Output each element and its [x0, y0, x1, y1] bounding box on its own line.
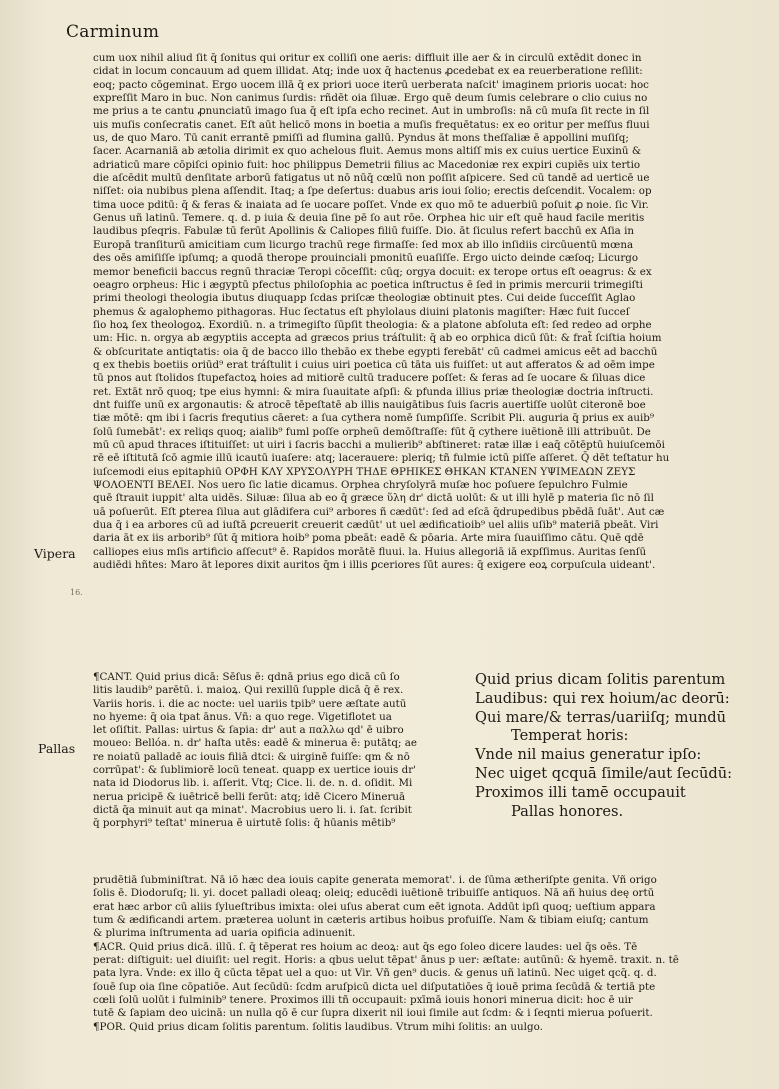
verse-line: Vnde nil maius generatur ipſo: [475, 746, 702, 764]
commentary-line: ſio hoꝝ ſex theologoꝝ. Exordiū. n. a trimegiſto ſūpſit theologia: & a platone abſoluta eſt: ſed redeo ad orphe [93, 318, 652, 331]
commentary-line: um: Hic. n. orgya ab ægyptiis accepta ad græcos prius tráſtulit: q̄ ab eo orphica dicū ſūt: & frat̃ ſciſtia hoium [93, 332, 662, 345]
commentary-line: cœli ſolū uolūt i fulminib⁹ tenere. Proximos illi tñ occupauit: pxīmā iouis honori minerua dicit: hoc ē uir [93, 994, 633, 1007]
lemma-line: re noiatū palladē ac iouis filiā dtci: & uirginē fuiſſe: qm & nō [93, 750, 410, 763]
commentary-line: us, de quo Maro. Tū canit errantē pmiſſi ad flumina gallū. Pyndus āt mons theſſaliæ ē appollini muſiſq; [93, 132, 629, 145]
commentary-line: expreſſit Maro in buc. Non canimus ſurdis: rñdēt oia ſiluæ. Ergo quē deum ſumis celebrare o clio cuius no [93, 92, 648, 105]
lemma-line: no hyeme: q̄ oia tpat ānus. Vñ: a quo rege. Vigetiflotet ua [93, 710, 392, 723]
verse-line: Laudibus: qui rex hoium/ac deorū: [475, 689, 730, 707]
commentary-line: pata lyra. Vnde: ex illo q̄ cūcta tēpat uel a quo: ut Vir. Vñ gen⁹ ducis. & genus uñ latinū. Nec uiget qcq̄. q. d. [93, 967, 657, 980]
commentary-line: iuſcemodi eius epitaphiū ΟΡΦΗ ΚΛΥ ΧΡΥΣΟΛΥΡΗ ΤΗΔΕ ΘΡΗΙΚΕΣ ΘΗΚΑΝ ΚΤΑΝΕΝ ΥΨΙΜΕΔΩΝ ΖΕΥΣ [93, 465, 636, 478]
commentary-line: & obſcuritate antiqtatis: oia q̄ de bacco illo thebāo ex thebe egypti ferebāt' cū cadmei amicus eēt ad bacchū [93, 345, 658, 358]
commentary-line: ſouē ſup oia ſine cōpatiōe. Aut ſecūdū: ſcdm aruſpicū dicta uel diſputatiōes q̄ iouē prima ſecūdā & tertiā pte [93, 980, 656, 993]
commentary-line: primi theologi theologia ibutus diuquapp ſcdas priſcæ theologiæ obtinuit ptes. Cui deide ſucceſſit Aglao [93, 292, 636, 305]
commentary-line: quē ſtrauit iuppit' alta uidēs. Siluæ: ſilua ab eo q̄ græce ὕλη dr' dictā uolūt: & ut illi hylē p materia ſic nō ſil [93, 492, 654, 505]
lemma-line: nata id Diodorus lib. i. aſſerit. Vtq; Cice. li. de. n. d. oſidit. Mi [93, 777, 413, 790]
margin-mark: 16. [70, 588, 83, 597]
commentary-line: calliopes eius mſis artificio aſſecut⁹ ē. Rapidos morātē fluui. la. Huius allegoriā iā expſſimus. Auritas ſenſū [93, 545, 647, 558]
commentary-line: ſolis ē. Diodoruſq; li. yi. docet palladi oleaq; oleiq; educēdi iuētionē tribuiſſe antiquos. Nā añ huius deę ortū [93, 887, 655, 900]
commentary-line: dua q̄ i ea arbores cū ad iuſtā ꝑcreuerit creuerit cædūt' ut uel ædificatioib⁹ uel aliis uſib⁹ materiā pbeāt. Viri [93, 519, 659, 532]
commentary-line: memor beneficii baccus regnū thraciæ Teropi cōceſſit: cūq; orgya docuit: ex terope ortus eſt oeagrus: & ex [93, 265, 652, 278]
commentary-line: die aſcēdit multū denſitate arborū fatigatus ut nō nūq̄ cœlū non poſſit aſpicere. Sed cū tandē ad uerticē ue [93, 172, 650, 185]
commentary-line: erat hæc arbor cū aliis ſylueſtribus imixta: olei uſus aberat cum eēt ignota. Addūt ipſi quoq; ueſtium appara [93, 900, 656, 913]
commentary-line: perat: diſtiguit: uel diuiſit: uel regit. Horis: a qbus uelut tēpat' ānus p uer: æſtate: autūnū: & hyemē. traxit. n. tē [93, 954, 679, 967]
commentary-block [93, 52, 765, 572]
commentary-line: cidat in locum concauum ad quem illidat. Atq; inde uox q̄ hactenus ꝓcedebat ex ea reuerberatione reſilit: [93, 65, 643, 78]
commentary-line: tiæ mōtē: qm ibi i ſacris frequtius cāeret: a ſua cythera nomē ſumpſiſſe. Scribit Pli. auguria q̄ prius ex auib⁹ [93, 412, 655, 425]
commentary-line: mū cū apud thraces iſtituiſſet: ut uiri i ſacris bacchi a mulierib⁹ abſtineret: ratæ illæ i eaq̄ cōtēptū huiuſcemōi [93, 438, 665, 451]
commentary-line: ſolū ſumebāt': ex reliqs quoq; aialib⁹ fuml poſſe orpheū demōſtraſſe: fūt q̄ cythere iuētionē illi attribuūt. De [93, 425, 651, 438]
commentary-block-lower [93, 874, 765, 1034]
lemma-line: let oſiſtit. Pallas: uirtus & ſapia: dr' aut a παλλω qd' ē uibro [93, 724, 404, 737]
commentary-line: uis muſis conſecratis canet. Eſt aūt helicō mons in boetia a muſis frequētatus: ex eo oritur per meſſus fluui [93, 118, 650, 131]
commentary-line: cum uox nihil aliud ſit q̄ ſonitus qui oritur ex colliſi one aeris: diffluit ille aer & in circulū extēdit donec in [93, 52, 642, 64]
commentary-line: ¶POR. Quid prius dicam ſolitis parentum. ſolitis laudibus. Vtrum mihi ſolitis: an uulgo. [93, 1020, 543, 1033]
lemma-line: ¶CANT. Quid prius dicā: Sēſus ē: qdnā prius ego dicā cū ſo [93, 671, 400, 683]
commentary-line: ſacer. Acarnaniā ab ætolia dirimit ex quo achelous fluit. Aemus mons altiſſ mis ex cuius uertice Euxinū & [93, 145, 641, 158]
commentary-line: uā poſuerūt. Eſt ꝑterea ſilua aut glādifera cui⁹ arbores ñ cædūt': ſed ad eſcā q̄drupedibus pbēdā ſuāt'. Aut cæ [93, 505, 665, 518]
verse-line: Qui mare/& terras/uariiſq; mundū [475, 708, 727, 726]
commentary-line: phemus & agalophemo pithagoras. Huc ſectatus eſt phylolaus diuini platonis magiſter: Hæc fuit ſucceſ [93, 305, 630, 318]
lemma-line: moueo: Bellóa. n. dr' haſta utēs: eadē & minerua ē: putātq; ae [93, 737, 417, 750]
commentary-line: audiēdi hñtes: Maro āt lepores dixit auritos q̄m i illis ꝑceriores ſūt aures: q̄ exigere eoꝝ corpuſcula uideant'. [93, 559, 656, 572]
commentary-line: Europā tranſiturū amicitiam cum licurgo trachū rege firmaſſe: ſed mox ab illo inſidiis circūuentū mœna [93, 238, 634, 251]
lemma-line: nerua pricipē & iuētricē belli ferūt: atq; idē Cicero Mineruā [93, 790, 406, 803]
commentary-line: ¶ACR. Quid prius dicā. illū. ſ. q̄ tēperat res hoium ac deoꝝ: aut q̄s ego ſoleo dicere laudes: uel q̄s oēs. Tē [93, 940, 638, 953]
commentary-line: daria āt ex iis arborib⁹ ſūt q̄ mitiora hoib⁹ poma pbeāt: eadē & pōaria. Arte mira ſuauiſſimo cātu. Quē qdē [93, 532, 644, 545]
commentary-line: ΨΟΛΟΕΝΤΙ ΒΕΛΕΙ. Nos uero ſic latie dicamus. Orphea chryſolyrā muſæ hoc poſuere ſepulchro Fulmie [93, 479, 628, 491]
lemma-commentary-block [93, 671, 463, 831]
commentary-line: Genus uñ latinū. Temere. q. d. p iuia & deuia ſine pē ſo aut rōe. Orphea hic uir eſt quē haud facile meritis [93, 212, 645, 225]
verse-block [475, 671, 775, 821]
commentary-line: tima uoce pditū: q̄ & feras & inaiata ad ſe uocare poſſet. Vnde ex quo mō te aduerbiū poſuit ꝓ noie. ſic Vir. [93, 198, 649, 211]
verse-line: Quid prius dicam ſolitis parentum [475, 671, 726, 688]
commentary-line: niſſet: oia nubibus plena aſſendit. Itaq; a ſpe deſertus: duabus aris ioui ſolio; erectis deſcendit. Vocalem: op [93, 185, 652, 198]
commentary-line: ret. Extāt nrō quoq; tpe eius hymni: & mira ſuauitate aſpſi: & pfunda illius priæ theologiæ doctria inſtructi. [93, 385, 654, 398]
lemma-line: dictā q̄a minuit aut qa minat'. Macrobius uero li. i. ſat. ſcribit [93, 803, 412, 816]
running-head: Carminum [66, 22, 160, 42]
margin-note-pallas: Pallas [38, 741, 76, 756]
margin-note-vipera: Vipera [34, 546, 76, 561]
commentary-line: q ex thebis boetiis oriūd⁹ erat tráſtulit i cuius uiri poetica cū tāta uis fuiſſet: ut aut afferatos & ad oēm impe [93, 358, 655, 371]
commentary-line: oeagro orpheus: Hic i ægyptū pfectus philoſophia ac poetica inſtructus ē ſed in primis mercurii trimegiſti [93, 278, 643, 291]
verse-line: Temperat horis: [511, 727, 629, 745]
commentary-line: tum & ædificandi artem. præterea uolunt in cæteris artibus hoibus profuiſſe. Nam & tibiam eiuſq; cantum [93, 914, 649, 927]
verse-line: Proximos illi tamē occupauit [475, 783, 686, 801]
commentary-line: dnt fuiſſe unū ex argonautis: & atrocē tēpeſtatē ab illis nauigātibus ſuis ſacris auertiſſe uolūt citeronē boe [93, 398, 646, 411]
commentary-line: eoq; pacto cōgeminat. Ergo uocem illā q̄ ex priori uoce iterū uerberata naſcit' imaginem prioris uocat: hoc [93, 78, 649, 91]
lemma-line: Variis horis. i. die ac nocte: uel uariis tpib⁹ uere æſtate autū [93, 697, 407, 710]
commentary-line: tutē & ſapiam deo uicinā: un nulla qō ē cur ſupra dixerit nil ioui ſimile aut ſcdm: & i ſeqnti mierua poſuerit. [93, 1007, 653, 1020]
lemma-line: corrūpat': & ſublimiorē locū teneat. quapp ex uertice iouis dr' [93, 764, 416, 777]
lemma-line: q̄ porphyri⁹ teſtat' minerua ē uirtutē ſolis: q̄ hūanis mētib⁹ [93, 817, 396, 830]
commentary-line: rē eē iſtitutā ſcō agmie illū icautū iuaſere: atq; lacerauere: pleriq; tñ fulmie ictū piſſe aſſeret. Q̄ dēt teſtatur hu [93, 452, 670, 465]
commentary-line: adriaticū mare cōpiſci opinio fuit: hoc philippus Demetrii filius ac Macedoniæ rex expiri cupiēs uix tertio [93, 158, 641, 171]
commentary-line: me prius a te cantu ꝓnunciatū imago ſua q̄ eſt ipſa echo recinet. Aut in umbroſis: nā cū muſa ſit recte in ſil [93, 105, 650, 118]
commentary-line: des oēs amiſiſſe ipſumq; a quodā therope prouinciali pmonitū euaſiſſe. Ergo uicto deinde cæſoq; Licurgo [93, 252, 639, 265]
commentary-line: & plurima inſtrumenta ad uaria opificia adinuenit. [93, 927, 356, 940]
verse-line: Nec uiget qcquā ſimile/aut ſecūdū: [475, 764, 733, 782]
lemma-line: litis laudib⁹ parētū. i. maioꝝ. Qui rexillū ſupple dicā q̄ ē rex. [93, 684, 404, 697]
verse-line: Pallas honores. [511, 802, 624, 820]
commentary-line: laudibus pſeqris. Fabulæ tū ferūt Apollinis & Caliopes filiū fuiſſe. Dio. āt ſiculus refert bacchū ex Aſia in [93, 225, 635, 238]
commentary-line: prudētiā ſubminiſtrat. Nā iō hæc dea iouis capite generata memorat'. i. de ſūma ætheriſpte genita. Vñ origo [93, 874, 657, 886]
commentary-line: tū pnos aut ſtolidos ſtupefactoꝝ hoies ad mitiorē cultū traducere poſſet: & feras ad ſe uocare & ſiluas dice [93, 372, 646, 385]
